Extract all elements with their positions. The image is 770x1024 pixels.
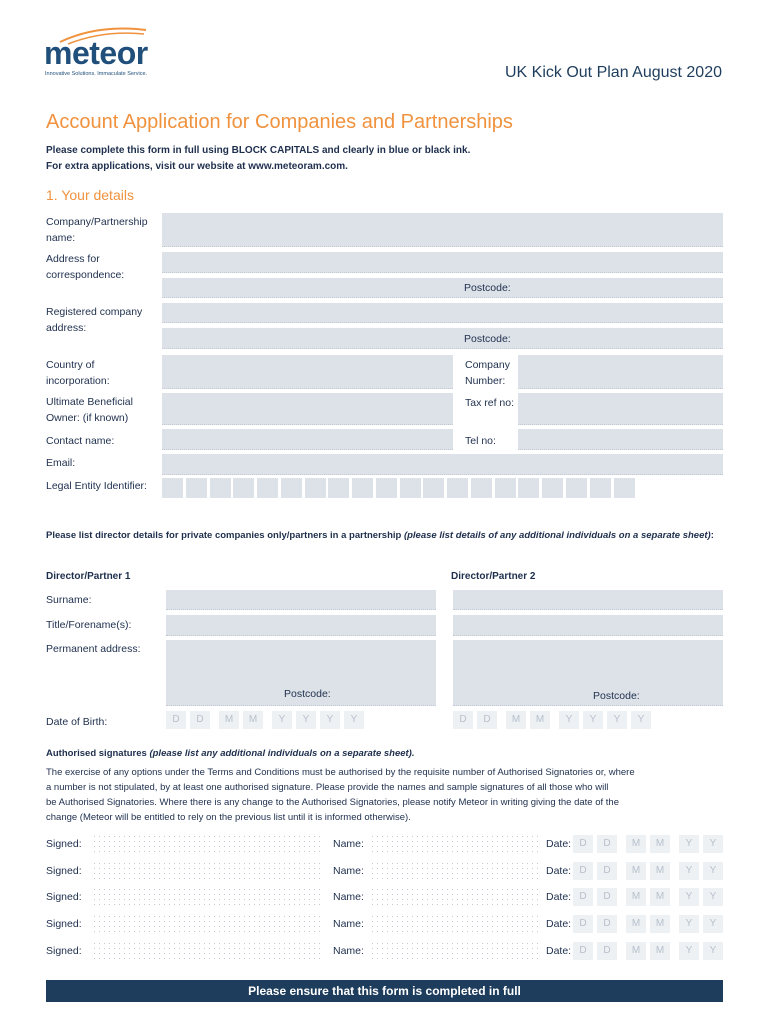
- lei-cell[interactable]: [518, 478, 539, 498]
- dob-cell[interactable]: Y: [607, 711, 627, 729]
- date-cell[interactable]: M: [650, 942, 670, 960]
- date-cell[interactable]: Y: [703, 862, 723, 880]
- registered-address-label: Registered company address:: [46, 306, 143, 334]
- lei-cell[interactable]: [305, 478, 326, 498]
- date-cell[interactable]: M: [626, 942, 646, 960]
- address-label: Address for correspondence:: [46, 253, 125, 281]
- ubo-field[interactable]: [162, 393, 453, 425]
- logo-wordmark: meteor: [44, 35, 148, 71]
- lei-cell[interactable]: [447, 478, 468, 498]
- signatures-paragraph: The exercise of any options under the Terms and Conditions must be authorised by the requisite number of Authorised Signatories or, where a number is not stipulated, by at least one authorised signature. Please provide the names and sample signatures of all those who will be Authorised Signatories. Where there is any change to the Authorised Signatories, please notify Meteor in writing giving the date of the change (Meteor will be entitled to rely on the previous list until it is informed otherwise).: [46, 767, 635, 823]
- dob-cell[interactable]: M: [243, 711, 263, 729]
- title-forename-label: Title/Forename(s):: [46, 619, 132, 631]
- dob-cell[interactable]: Y: [583, 711, 603, 729]
- director-2-address-field[interactable]: [453, 640, 723, 706]
- signature-field[interactable]: [92, 887, 322, 907]
- logo-tagline: Innovative Solutions. Immaculate Service.: [45, 71, 148, 77]
- signed-label: Signed:: [46, 891, 82, 903]
- dob-cell[interactable]: Y: [320, 711, 340, 729]
- signature-row: [0, 940, 770, 962]
- lei-cell[interactable]: [281, 478, 302, 498]
- dob-cell[interactable]: D: [166, 711, 186, 729]
- dob-cell[interactable]: Y: [272, 711, 292, 729]
- date-cell[interactable]: M: [650, 888, 670, 906]
- date-cell[interactable]: D: [597, 835, 617, 853]
- director-2-dob-field[interactable]: [453, 711, 653, 729]
- company-name-field[interactable]: [162, 213, 723, 247]
- dob-cell[interactable]: Y: [296, 711, 316, 729]
- signature-row: [0, 913, 770, 935]
- lei-cell[interactable]: [328, 478, 349, 498]
- date-label: Date:: [546, 865, 572, 877]
- footer-banner: [46, 980, 723, 1002]
- lei-cell[interactable]: [257, 478, 278, 498]
- registered-address-line-2[interactable]: [162, 328, 723, 349]
- signature-row: [0, 833, 770, 855]
- lei-cell[interactable]: [471, 478, 492, 498]
- date-cell[interactable]: Y: [679, 942, 699, 960]
- lei-cell[interactable]: [400, 478, 421, 498]
- lei-cell[interactable]: [233, 478, 254, 498]
- date-label: Date:: [546, 918, 572, 930]
- signed-label: Signed:: [46, 945, 82, 957]
- date-cell[interactable]: M: [626, 888, 646, 906]
- contact-name-label: Contact name:: [46, 435, 115, 447]
- signatures-heading: Authorised signatures (please list any additional individuals on a separate sheet).: [46, 748, 415, 759]
- date-cell[interactable]: D: [597, 915, 617, 933]
- name-label: Name:: [333, 891, 364, 903]
- company-name-label: Company/Partnership name:: [46, 216, 148, 244]
- lei-cell[interactable]: [423, 478, 444, 498]
- date-cell[interactable]: Y: [703, 835, 723, 853]
- name-field[interactable]: [370, 941, 538, 961]
- date-cell[interactable]: M: [650, 835, 670, 853]
- country-label: Country of incorporation:: [46, 359, 110, 387]
- name-field[interactable]: [370, 861, 538, 881]
- company-number-field[interactable]: [518, 355, 723, 389]
- signed-label: Signed:: [46, 838, 82, 850]
- dob-cell[interactable]: M: [530, 711, 550, 729]
- email-label: Email:: [46, 457, 76, 469]
- address-field-line-2[interactable]: [162, 278, 723, 298]
- dob-cell[interactable]: D: [477, 711, 497, 729]
- form-title: Account Application for Companies and Partnerships: [46, 111, 513, 133]
- lei-cell[interactable]: [210, 478, 231, 498]
- dob-cell[interactable]: Y: [631, 711, 651, 729]
- lei-cell[interactable]: [590, 478, 611, 498]
- name-label: Name:: [333, 918, 364, 930]
- date-cell[interactable]: Y: [679, 915, 699, 933]
- plan-title: UK Kick Out Plan August 2020: [504, 64, 722, 81]
- director-2-surname-field[interactable]: [453, 590, 723, 610]
- lei-cell[interactable]: [566, 478, 587, 498]
- dob-label: Date of Birth:: [46, 716, 108, 728]
- name-label: Name:: [333, 865, 364, 877]
- signature-row: [0, 886, 770, 908]
- signature-field[interactable]: [92, 834, 322, 854]
- dob-cell[interactable]: M: [506, 711, 526, 729]
- date-cell[interactable]: M: [650, 915, 670, 933]
- lei-cell[interactable]: [495, 478, 516, 498]
- date-cell[interactable]: D: [597, 942, 617, 960]
- signature-field[interactable]: [92, 914, 322, 934]
- date-cell[interactable]: M: [626, 835, 646, 853]
- date-label: Date:: [546, 945, 572, 957]
- signature-field[interactable]: [92, 941, 322, 961]
- surname-label: Surname:: [46, 594, 92, 606]
- date-cell[interactable]: M: [650, 862, 670, 880]
- director-2-postcode-label: Postcode:: [593, 690, 640, 702]
- director-1-forename-field[interactable]: [166, 615, 436, 636]
- date-cell[interactable]: D: [597, 888, 617, 906]
- director-1-postcode-label: Postcode:: [284, 688, 331, 700]
- lei-label: Legal Entity Identifier:: [46, 480, 147, 492]
- date-label: Date:: [546, 838, 572, 850]
- tax-ref-field[interactable]: [518, 393, 723, 425]
- signature-field[interactable]: [92, 861, 322, 881]
- address-field-line-1[interactable]: [162, 252, 723, 273]
- date-cell[interactable]: Y: [703, 888, 723, 906]
- permanent-address-label: Permanent address:: [46, 643, 141, 655]
- registered-postcode-label: Postcode:: [464, 333, 511, 345]
- ubo-label: Ultimate Beneficial Owner: (if known): [46, 396, 133, 424]
- director-2-heading: Director/Partner 2: [451, 571, 536, 582]
- lei-cell[interactable]: [542, 478, 563, 498]
- company-number-label: Company Number:: [465, 359, 510, 387]
- date-cell[interactable]: D: [573, 888, 593, 906]
- signed-label: Signed:: [46, 918, 82, 930]
- registered-address-line-1[interactable]: [162, 303, 723, 323]
- date-cell[interactable]: D: [573, 835, 593, 853]
- date-cell[interactable]: D: [573, 915, 593, 933]
- date-cell[interactable]: Y: [679, 888, 699, 906]
- name-field[interactable]: [370, 887, 538, 907]
- lei-cell[interactable]: [162, 478, 183, 498]
- dob-cell[interactable]: D: [453, 711, 473, 729]
- lei-cell[interactable]: [352, 478, 373, 498]
- dob-cell[interactable]: M: [219, 711, 239, 729]
- date-cell[interactable]: M: [626, 862, 646, 880]
- directors-intro: Please list director details for private companies only/partners in a partnership (please list details of any additional individuals on a separate sheet):: [46, 530, 714, 541]
- instruction-line-1: Please complete this form in full using BLOCK CAPITALS and clearly in blue or black ink.: [46, 145, 471, 156]
- date-cell[interactable]: D: [597, 862, 617, 880]
- meteor-logo: [44, 26, 174, 82]
- footer-banner-text: Please ensure that this form is completed in full: [248, 984, 521, 998]
- tax-ref-label: Tax ref no:: [465, 397, 515, 409]
- section-heading-your-details: 1. Your details: [46, 187, 134, 203]
- date-cell[interactable]: Y: [703, 915, 723, 933]
- country-field[interactable]: [162, 355, 453, 389]
- name-label: Name:: [333, 838, 364, 850]
- date-cell[interactable]: D: [573, 862, 593, 880]
- director-1-heading: Director/Partner 1: [46, 571, 131, 582]
- date-cell[interactable]: Y: [679, 835, 699, 853]
- tel-field[interactable]: [518, 429, 723, 450]
- date-cell[interactable]: D: [573, 942, 593, 960]
- signature-row: [0, 860, 770, 882]
- lei-cell[interactable]: [376, 478, 397, 498]
- director-1-surname-field[interactable]: [166, 590, 436, 610]
- director-1-dob-field[interactable]: [166, 711, 366, 729]
- dob-cell[interactable]: Y: [559, 711, 579, 729]
- lei-cell[interactable]: [614, 478, 635, 498]
- director-2-forename-field[interactable]: [453, 615, 723, 636]
- date-label: Date:: [546, 891, 572, 903]
- tel-label: Tel no:: [465, 435, 496, 447]
- dob-cell[interactable]: Y: [344, 711, 364, 729]
- contact-name-field[interactable]: [162, 429, 453, 450]
- email-field[interactable]: [162, 454, 723, 475]
- date-cell[interactable]: M: [626, 915, 646, 933]
- date-cell[interactable]: Y: [679, 862, 699, 880]
- address-postcode-label: Postcode:: [464, 282, 511, 294]
- lei-cell[interactable]: [186, 478, 207, 498]
- name-field[interactable]: [370, 834, 538, 854]
- instruction-line-2: For extra applications, visit our website at www.meteoram.com.: [46, 161, 348, 172]
- dob-cell[interactable]: D: [190, 711, 210, 729]
- lei-field[interactable]: [162, 478, 642, 498]
- date-cell[interactable]: Y: [703, 942, 723, 960]
- name-field[interactable]: [370, 914, 538, 934]
- signed-label: Signed:: [46, 865, 82, 877]
- name-label: Name:: [333, 945, 364, 957]
